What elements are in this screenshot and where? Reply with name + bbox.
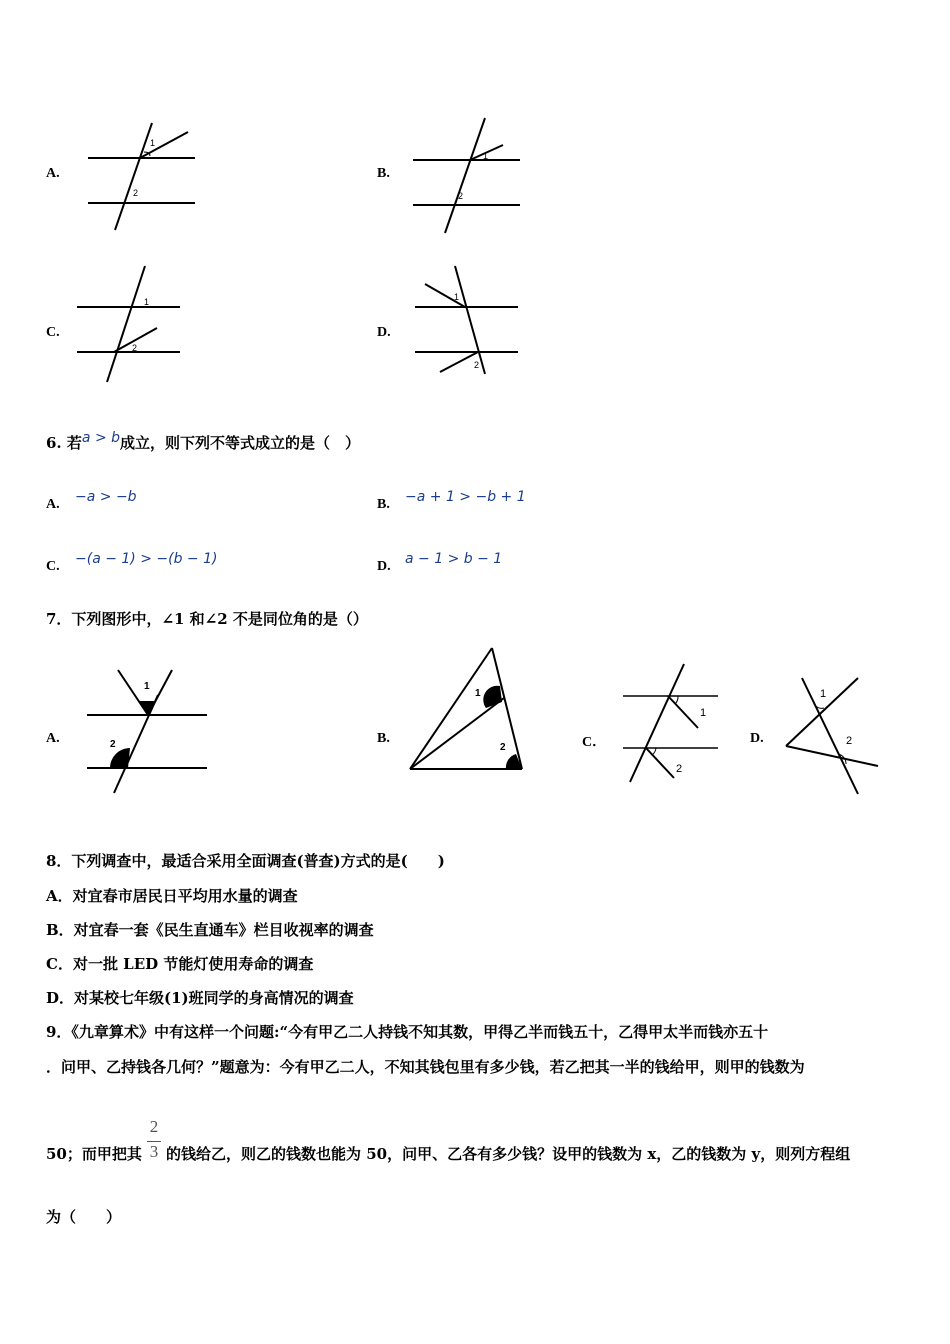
- ray-top: [668, 696, 698, 728]
- q5-figure-b: [405, 113, 530, 238]
- q6-option-a-expr: −a > −b: [75, 489, 137, 505]
- q6-option-b-label: B.: [377, 497, 390, 512]
- q5-option-d-label: D.: [377, 325, 391, 340]
- angle-label-2: 2: [458, 191, 464, 201]
- q7-figure-b: [402, 642, 532, 777]
- q6-option-c-expr: −(a − 1) > −(b − 1): [75, 551, 218, 567]
- q6-option-d-label: D.: [377, 559, 391, 574]
- angle-label-2: 2: [132, 343, 138, 353]
- q6-option-d-expr: a − 1 > b − 1: [405, 551, 503, 567]
- angle-label-1: 1: [700, 707, 707, 719]
- angle-label-2: 2: [676, 763, 683, 775]
- q8-stem: 8．下列调查中，最适合采用全面调查(普查)方式的是( ): [46, 852, 445, 870]
- q5-figure-c: [72, 262, 187, 387]
- q6-text-before: 若: [66, 434, 82, 452]
- q7-figure-a: [82, 665, 212, 795]
- q6-condition: a > b: [81, 430, 121, 446]
- transversal: [445, 118, 485, 233]
- q6-option-b-expr: −a + 1 > −b + 1: [405, 489, 526, 505]
- angle-label-2: 2: [110, 739, 116, 750]
- q6-option-d: [377, 559, 391, 575]
- transversal: [107, 266, 145, 382]
- q7-figure-c: [618, 660, 723, 785]
- q5-option-a-label: A.: [46, 166, 60, 181]
- angle-label-1: 1: [144, 681, 150, 692]
- angle-label-2: 2: [500, 742, 506, 753]
- q5-option-b-label: B.: [377, 166, 390, 181]
- angle-label-2: 2: [846, 735, 853, 747]
- q8-option-a: A．对宜春市居民日平均用水量的调查: [46, 887, 298, 905]
- q7-option-c-label: C．: [582, 735, 607, 750]
- q9-fraction-numerator: 2: [149, 1117, 159, 1136]
- angle-label-2: 2: [474, 360, 480, 370]
- ray-bottom: [646, 748, 674, 778]
- angle-label-1: 1: [150, 138, 156, 148]
- inner-segment: [410, 698, 504, 769]
- q8-option-d: D．对某校七年级(1)班同学的身高情况的调查: [46, 989, 354, 1007]
- q8-option-b: B．对宜春一套《民生直通车》栏目收视率的调查: [46, 921, 374, 939]
- angle-label-1: 1: [454, 292, 460, 302]
- q6-number: 6.: [46, 434, 62, 452]
- q5-figure-a: [80, 118, 205, 238]
- q7-option-a-label: A.: [46, 731, 60, 746]
- q9-line-3-before: 50；而甲把其: [46, 1145, 142, 1163]
- q9-fraction-denominator: 3: [149, 1142, 159, 1161]
- angle-label-1: 1: [475, 688, 481, 699]
- ray-bottom: [440, 352, 478, 372]
- line-lower: [786, 746, 878, 766]
- ray-left: [118, 670, 148, 715]
- q7-option-d-label: D.: [750, 731, 764, 746]
- transversal: [115, 123, 152, 230]
- angle-label-1: 1: [820, 688, 827, 700]
- angle-label-2: 2: [133, 188, 139, 198]
- q6-option-b: [377, 497, 390, 513]
- q9-line-3-after: 的钱给乙，则乙的钱数也能为 50，问甲、乙各有多少钱？设甲的钱数为 x，乙的钱数为 y，则列方程组: [166, 1145, 851, 1163]
- q6-option-a-label: A.: [46, 497, 60, 512]
- triangle-side-left: [410, 648, 492, 769]
- q5-figure-d: [410, 262, 525, 382]
- q9-line-2: ．问甲、乙持钱各几何？”题意为：今有甲乙二人，不知其钱包里有多少钱，若乙把其一半的钱给甲，则甲的钱数为: [46, 1058, 805, 1076]
- q7-option-b-label: B.: [377, 731, 390, 746]
- angle-label-1: 1: [483, 151, 489, 161]
- angle-label-1: 1: [144, 297, 150, 307]
- triangle-side-right: [492, 648, 522, 769]
- q6-option-c-label: C.: [46, 559, 60, 574]
- q6-option-a: [46, 497, 60, 513]
- q5-option-c-label: C.: [46, 325, 60, 340]
- q8-option-c: C．对一批 LED 节能灯使用寿命的调查: [46, 955, 314, 973]
- q7-stem: 7．下列图形中，∠1 和∠2 不是同位角的是（）: [46, 610, 368, 628]
- q9-line-1: 9．《九章算术》中有这样一个问题:“今有甲乙二人持钱不知其数，甲得乙半而钱五十，乙得甲太半而钱亦五十: [46, 1023, 769, 1041]
- transversal: [455, 266, 485, 374]
- q9-line-4: 为（ ）: [46, 1208, 122, 1226]
- transversal: [114, 695, 158, 793]
- q6-stem: [46, 432, 360, 453]
- q6-option-c: [46, 559, 60, 575]
- q6-text-after: 成立，则下列不等式成立的是（ ）: [120, 434, 361, 452]
- q7-figure-d: [780, 670, 885, 800]
